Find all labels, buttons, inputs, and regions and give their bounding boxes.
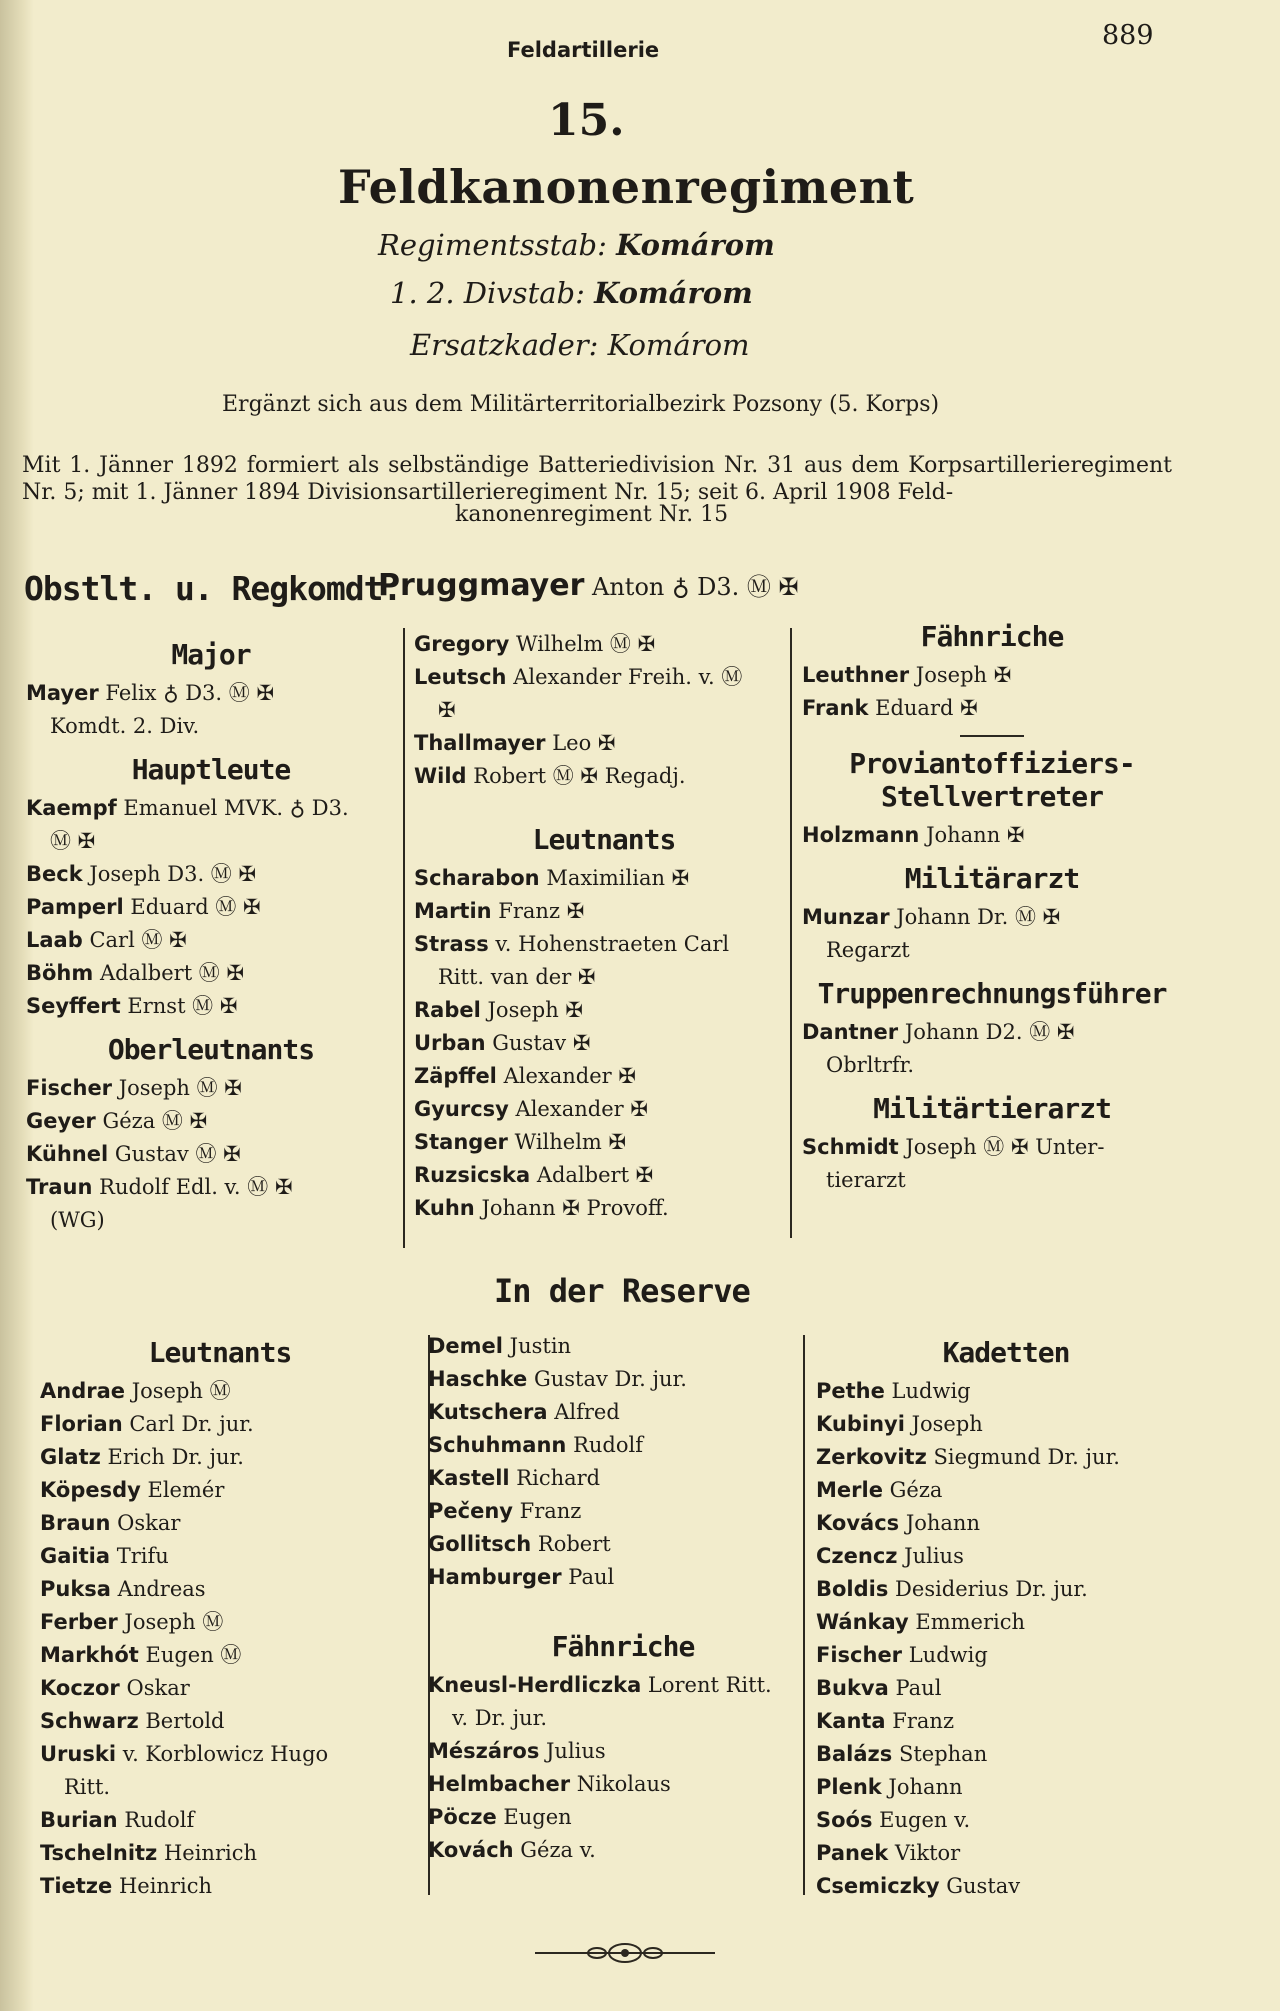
entry-details: Adalbert Ⓜ ✠ (93, 961, 245, 985)
station-place: Komárom (616, 228, 775, 262)
roster-entry (816, 1771, 1196, 1804)
roster-entry (40, 1705, 400, 1738)
roster-entry (414, 1093, 794, 1126)
entry-surname: Thallmayer (414, 731, 546, 755)
entry-surname: Mészáros (428, 1739, 540, 1763)
entry-surname: Merle (816, 1478, 883, 1502)
entry-surname: Holzmann (802, 823, 920, 847)
station-label: 1. 2. Divstab: (390, 276, 585, 310)
entry-details: Leo ✠ (545, 731, 616, 755)
entry-details: Johann (881, 1775, 963, 1799)
entry-details: Lorent Ritt. (641, 1673, 772, 1697)
roster-entry (414, 628, 794, 661)
entry-details: Ludwig (884, 1379, 971, 1403)
roster-entry (40, 1540, 400, 1573)
entry-surname: Dantner (802, 1020, 899, 1044)
entry-details: Géza Ⓜ ✠ (95, 1109, 208, 1133)
entry-surname: Kaempf (26, 796, 117, 820)
entry-surname: Beck (26, 862, 83, 886)
roster-entry (414, 1126, 794, 1159)
roster-entry (428, 1462, 818, 1495)
entry-surname: Wánkay (816, 1610, 909, 1634)
roster-entry (26, 1171, 396, 1237)
roster-entry (428, 1834, 818, 1867)
roster-entry (414, 1159, 794, 1192)
history-text: Mit 1. Jänner 1892 formiert als selbständige Batteriedivision Nr. 31 aus dem Korpsartillerieregiment Nr. 5; mit 1. Jänner 1894 Divisionsartillerieregiment Nr. 15; seit 6. April 1908 Feld- (22, 453, 1172, 505)
roster-entry (816, 1705, 1196, 1738)
entry-surname: Gollitsch (428, 1532, 532, 1556)
entry-surname: Kovách (428, 1838, 514, 1862)
roster-entry (40, 1738, 400, 1804)
entry-details: Joseph ✠ (480, 998, 584, 1022)
entry-details: Joseph Ⓜ ✠ Unter- (898, 1135, 1105, 1159)
entry-continuation: (WG) (50, 1208, 105, 1232)
entry-details: Erich Dr. jur. (100, 1445, 244, 1469)
entry-details: Heinrich (112, 1874, 212, 1898)
entry-details: Joseph D3. Ⓜ ✠ (82, 862, 257, 886)
entry-details: Géza (882, 1478, 943, 1502)
section-heading: Militärarzt (904, 862, 1080, 895)
entry-details: Elemér (140, 1478, 225, 1502)
column-reserve-2 (428, 1330, 818, 1867)
column-divider (403, 628, 405, 1248)
reserve-heading: In der Reserve (494, 1272, 750, 1310)
roster-entry (26, 858, 396, 891)
entry-details: Johann D2. Ⓜ ✠ (898, 1020, 1075, 1044)
roster-entry (428, 1561, 818, 1594)
entry-details: Paul (561, 1565, 615, 1589)
roster-entry (816, 1870, 1196, 1903)
roster-entry (40, 1573, 400, 1606)
station-place: Komárom (594, 276, 753, 310)
roster-entry (414, 661, 794, 727)
column-active-1 (26, 628, 396, 1237)
entry-details: Viktor (888, 1841, 961, 1865)
recruitment-note: Ergänzt sich aus dem Militärterritorialbezirk Pozsony (5. Korps) (222, 392, 940, 417)
entry-details: Gustav ✠ (485, 1031, 591, 1055)
roster-entry (40, 1408, 400, 1441)
entry-surname: Demel (428, 1334, 503, 1358)
roster-entry (26, 957, 396, 990)
entry-continuation: Komdt. 2. Div. (50, 714, 200, 738)
entry-surname: Soós (816, 1808, 873, 1832)
entry-surname: Rabel (414, 998, 481, 1022)
entry-details: Johann Dr. Ⓜ ✠ (889, 905, 1061, 929)
entry-surname: Koczor (40, 1676, 120, 1700)
roster-entry (428, 1363, 818, 1396)
section-heading: Oberleutnants (107, 1033, 315, 1066)
entry-surname: Csemiczky (816, 1874, 940, 1898)
entry-surname: Kuhn (414, 1196, 475, 1220)
entry-surname: Kutschera (428, 1400, 548, 1424)
roster-entry (428, 1528, 818, 1561)
entry-surname: Mayer (26, 681, 99, 705)
entry-surname: Fischer (816, 1643, 903, 1667)
roster-entry (816, 1441, 1196, 1474)
entry-surname: Kubinyi (816, 1412, 905, 1436)
roster-entry (428, 1735, 818, 1768)
entry-details: Emanuel MVK. ♁ D3. (116, 796, 349, 820)
section-heading: Militärtierarzt (873, 1092, 1111, 1125)
entry-details: Andreas (110, 1577, 206, 1601)
roster-entry (26, 924, 396, 957)
roster-entry (414, 895, 794, 928)
end-ornament (535, 1940, 715, 1966)
entry-surname: Gregory (414, 632, 510, 656)
entry-details: Alexander ✠ (508, 1097, 648, 1121)
entry-surname: Haschke (428, 1367, 528, 1391)
entry-continuation: Ⓜ ✠ (50, 829, 96, 853)
roster-entry (802, 659, 1182, 692)
column-active-3 (802, 610, 1182, 1197)
entry-surname: Böhm (26, 961, 94, 985)
entry-surname: Florian (40, 1412, 123, 1436)
entry-surname: Seyffert (26, 994, 121, 1018)
separator-rule (960, 735, 1024, 737)
entry-surname: Traun (26, 1175, 93, 1199)
roster-entry (802, 819, 1182, 852)
entry-details: v. Hohenstraeten Carl (488, 932, 730, 956)
section-heading: Kadetten (942, 1336, 1070, 1369)
entry-details: Ludwig (902, 1643, 988, 1667)
entry-surname: Wild (414, 764, 467, 788)
entry-details: Johann ✠ Provoff. (474, 1196, 669, 1220)
entry-surname: Zäpffel (414, 1064, 497, 1088)
roster-entry (816, 1540, 1196, 1573)
entry-surname: Hamburger (428, 1565, 562, 1589)
entry-surname: Glatz (40, 1445, 101, 1469)
entry-details: Richard (509, 1466, 601, 1490)
section-heading: Fähnriche (920, 620, 1064, 653)
station-line (390, 276, 753, 310)
entry-details: Ernst Ⓜ ✠ (120, 994, 238, 1018)
roster-entry (816, 1606, 1196, 1639)
entry-details: Johann ✠ (919, 823, 1025, 847)
entry-details: Nikolaus (570, 1772, 671, 1796)
roster-entry (816, 1837, 1196, 1870)
entry-surname: Pöcze (428, 1805, 497, 1829)
entry-surname: Laab (26, 928, 83, 952)
entry-surname: Markhót (40, 1643, 139, 1667)
entry-details: Eduard Ⓜ ✠ (123, 895, 261, 919)
entry-details: Gustav Dr. jur. (527, 1367, 687, 1391)
regiment-title: Feldkanonenregiment (338, 160, 915, 214)
roster-entry (428, 1396, 818, 1429)
entry-surname: Geyer (26, 1109, 96, 1133)
entry-continuation: Ritt. (64, 1775, 111, 1799)
entry-details: Joseph (904, 1412, 983, 1436)
entry-surname: Uruski (40, 1742, 117, 1766)
roster-entry (816, 1804, 1196, 1837)
roster-entry (40, 1804, 400, 1837)
entry-surname: Panek (816, 1841, 889, 1865)
entry-surname: Ruzsicska (414, 1163, 531, 1187)
entry-details: Carl Dr. jur. (122, 1412, 254, 1436)
roster-entry (414, 727, 794, 760)
entry-surname: Schmidt (802, 1135, 899, 1159)
roster-entry (40, 1507, 400, 1540)
entry-continuation: tierarzt (826, 1168, 906, 1192)
entry-surname: Frank (802, 696, 869, 720)
entry-surname: Czencz (816, 1544, 898, 1568)
entry-details: Heinrich (157, 1841, 257, 1865)
running-head: Feldartillerie (507, 38, 660, 62)
roster-entry (802, 1131, 1182, 1197)
entry-details: Siegmund Dr. jur. (926, 1445, 1120, 1469)
entry-surname: Gaitia (40, 1544, 111, 1568)
entry-details: Wilhelm ✠ (507, 1130, 627, 1154)
entry-surname: Pamperl (26, 895, 124, 919)
commander-surname: Pruggmayer (378, 568, 585, 603)
entry-surname: Boldis (816, 1577, 889, 1601)
commander-label: Obstlt. u. Regkomdt. (24, 569, 402, 608)
section-heading: Fähnriche (551, 1630, 695, 1663)
station-line (378, 228, 775, 262)
entry-surname: Andrae (40, 1379, 126, 1403)
roster-entry (40, 1441, 400, 1474)
entry-details: Julius (539, 1739, 606, 1763)
roster-entry (816, 1507, 1196, 1540)
entry-details: Rudolf (566, 1433, 643, 1457)
entry-surname: Kanta (816, 1709, 886, 1733)
entry-details: Emmerich (908, 1610, 1026, 1634)
roster-entry (414, 1027, 794, 1060)
roster-entry (428, 1429, 818, 1462)
entry-details: Géza v. (513, 1838, 596, 1862)
entry-details: Robert Ⓜ ✠ Regadj. (466, 764, 686, 788)
station-label: Ersatzkader: (410, 328, 599, 362)
entry-surname: Zerkovitz (816, 1445, 927, 1469)
roster-entry (414, 994, 794, 1027)
entry-continuation: Ritt. van der ✠ (438, 965, 596, 989)
entry-details: Joseph Ⓜ (117, 1610, 224, 1634)
roster-entry (802, 901, 1182, 967)
roster-entry (40, 1474, 400, 1507)
column-divider (803, 1335, 805, 1895)
entry-details: Rudolf Edl. v. Ⓜ ✠ (92, 1175, 293, 1199)
entry-details: Oskar (119, 1676, 190, 1700)
roster-entry (414, 760, 794, 793)
history-text-end: kanonenregiment Nr. 15 (455, 502, 729, 527)
entry-details: Maximilian ✠ (539, 866, 690, 890)
section-heading: Hauptleute (131, 753, 291, 786)
entry-surname: Burian (40, 1808, 118, 1832)
section-heading: Proviantoffiziers-Stellvertreter (849, 747, 1135, 813)
entry-surname: Gyurcsy (414, 1097, 509, 1121)
entry-details: Desiderius Dr. jur. (888, 1577, 1088, 1601)
entry-continuation: Obrltrfr. (826, 1053, 915, 1077)
entry-details: Stephan (892, 1742, 988, 1766)
entry-details: Robert (531, 1532, 611, 1556)
roster-entry (414, 928, 794, 994)
entry-details: Adalbert ✠ (530, 1163, 654, 1187)
entry-surname: Martin (414, 899, 492, 923)
entry-surname: Balázs (816, 1742, 893, 1766)
entry-details: Eugen (496, 1805, 572, 1829)
entry-details: Gustav Ⓜ ✠ (108, 1142, 241, 1166)
roster-entry (802, 1016, 1182, 1082)
roster-entry (26, 891, 396, 924)
roster-entry (816, 1474, 1196, 1507)
station-place: Komárom (607, 328, 750, 362)
entry-continuation: ✠ (438, 698, 456, 722)
entry-surname: Puksa (40, 1577, 111, 1601)
entry-details: Felix ♁ D3. Ⓜ ✠ (98, 681, 275, 705)
roster-entry (40, 1606, 400, 1639)
entry-details: Trifu (110, 1544, 169, 1568)
roster-entry (428, 1330, 818, 1363)
roster-entry (26, 792, 396, 858)
roster-entry (816, 1408, 1196, 1441)
entry-details: Alexander Freih. v. Ⓜ (506, 665, 743, 689)
entry-surname: Köpesdy (40, 1478, 141, 1502)
entry-details: Alfred (547, 1400, 620, 1424)
roster-entry (26, 1105, 396, 1138)
section-heading: Major (171, 638, 251, 671)
entry-surname: Braun (40, 1511, 111, 1535)
roster-entry (40, 1672, 400, 1705)
station-label: Regimentsstab: (378, 228, 607, 262)
entry-details: Eugen Ⓜ (138, 1643, 242, 1667)
entry-details: Carl Ⓜ ✠ (82, 928, 187, 952)
roster-entry (26, 990, 396, 1023)
roster-entry (816, 1738, 1196, 1771)
entry-surname: Munzar (802, 905, 890, 929)
entry-surname: Stanger (414, 1130, 508, 1154)
roster-entry (40, 1837, 400, 1870)
roster-entry (428, 1495, 818, 1528)
entry-surname: Helmbacher (428, 1772, 571, 1796)
entry-details: Joseph ✠ (909, 663, 1012, 687)
entry-details: Eugen v. (872, 1808, 971, 1832)
entry-details: Bertold (138, 1709, 225, 1733)
roster-entry (40, 1870, 400, 1903)
entry-details: Alexander ✠ (496, 1064, 636, 1088)
entry-details: Joseph Ⓜ (125, 1379, 231, 1403)
station-line (410, 328, 750, 362)
entry-surname: Urban (414, 1031, 486, 1055)
commander-details: Anton ♁ D3. Ⓜ ✠ (592, 573, 799, 601)
entry-continuation: Regarzt (826, 938, 910, 962)
entry-details: Justin (503, 1334, 572, 1358)
entry-surname: Strass (414, 932, 489, 956)
roster-entry (414, 862, 794, 895)
entry-surname: Pečeny (428, 1499, 513, 1523)
roster-entry (802, 692, 1182, 725)
entry-details: Julius (897, 1544, 964, 1568)
entry-details: Joseph Ⓜ ✠ (112, 1076, 242, 1100)
entry-details: Oskar (110, 1511, 181, 1535)
roster-entry (414, 1060, 794, 1093)
regiment-number: 15. (548, 95, 625, 146)
entry-details: Franz ✠ (491, 899, 585, 923)
commander-entry (378, 567, 799, 603)
entry-surname: Tietze (40, 1874, 113, 1898)
entry-details: Eduard ✠ (868, 696, 978, 720)
entry-details: Gustav (939, 1874, 1021, 1898)
entry-surname: Leutsch (414, 665, 507, 689)
entry-surname: Schwarz (40, 1709, 139, 1733)
entry-surname: Scharabon (414, 866, 540, 890)
column-active-2 (414, 628, 794, 1225)
entry-surname: Kühnel (26, 1142, 109, 1166)
column-reserve-3 (816, 1326, 1196, 1903)
entry-surname: Plenk (816, 1775, 882, 1799)
entry-details: Johann (899, 1511, 980, 1535)
entry-surname: Pethe (816, 1379, 885, 1403)
roster-entry (428, 1801, 818, 1834)
roster-entry (816, 1672, 1196, 1705)
page-number: 889 (1102, 20, 1154, 51)
column-reserve-1 (40, 1326, 400, 1903)
roster-entry (40, 1375, 400, 1408)
column-divider (790, 628, 792, 1238)
entry-surname: Leuthner (802, 663, 910, 687)
roster-entry (428, 1768, 818, 1801)
section-heading: Leutnants (148, 1336, 292, 1369)
roster-entry (26, 677, 396, 743)
roster-entry (816, 1375, 1196, 1408)
roster-entry (816, 1573, 1196, 1606)
roster-entry (26, 1072, 396, 1105)
entry-details: Wilhelm Ⓜ ✠ (509, 632, 656, 656)
entry-surname: Kneusl-Herdliczka (428, 1673, 642, 1697)
entry-surname: Fischer (26, 1076, 113, 1100)
roster-entry (816, 1639, 1196, 1672)
entry-details: Franz (512, 1499, 582, 1523)
roster-entry (40, 1639, 400, 1672)
entry-surname: Kastell (428, 1466, 510, 1490)
entry-surname: Bukva (816, 1676, 889, 1700)
section-heading: Leutnants (532, 823, 676, 856)
entry-continuation: v. Dr. jur. (452, 1706, 548, 1730)
roster-entry (428, 1669, 818, 1735)
entry-surname: Tschelnitz (40, 1841, 158, 1865)
roster-entry (414, 1192, 794, 1225)
entry-surname: Schuhmann (428, 1433, 567, 1457)
roster-entry (26, 1138, 396, 1171)
section-heading: Truppenrechnungsführer (817, 977, 1167, 1010)
entry-surname: Kovács (816, 1511, 900, 1535)
entry-details: Rudolf (117, 1808, 195, 1832)
entry-details: Paul (888, 1676, 942, 1700)
entry-surname: Ferber (40, 1610, 118, 1634)
entry-details: Franz (885, 1709, 955, 1733)
entry-details: v. Korblowicz Hugo (116, 1742, 329, 1766)
